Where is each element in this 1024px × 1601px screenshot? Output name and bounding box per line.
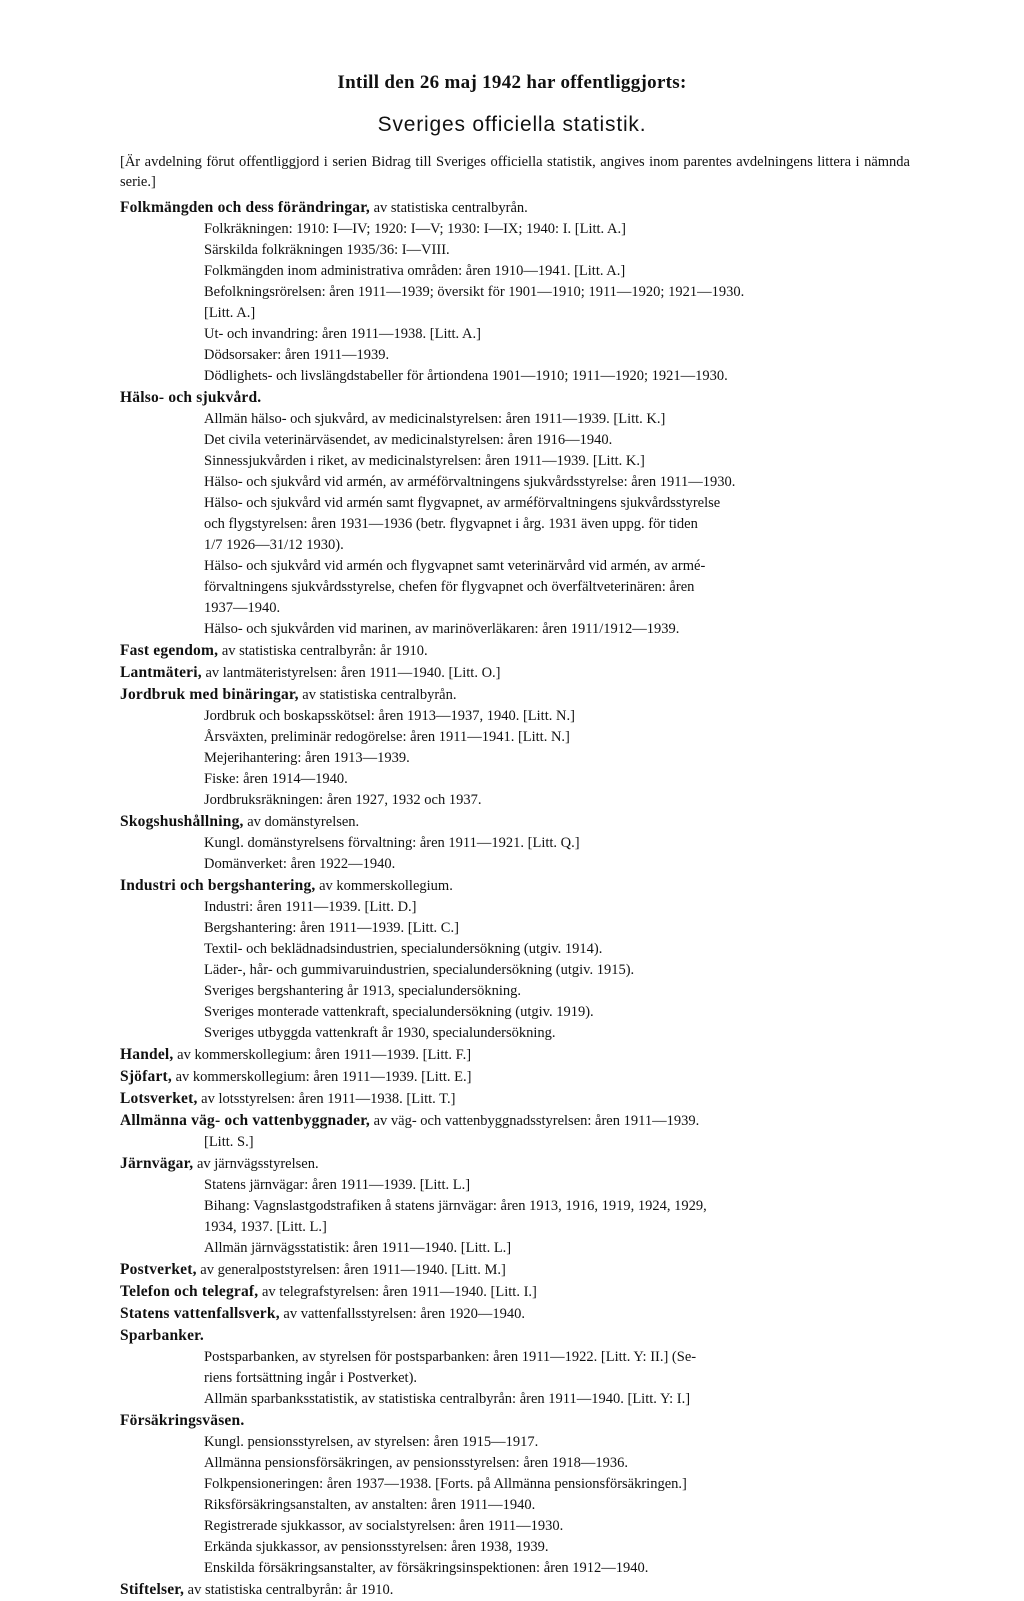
- sub-entry: Hälso- och sjukvård vid armén samt flygvapnet, av arméförvaltningens sjukvårdsstyrelse: [204, 495, 721, 511]
- category-entry: [120, 1281, 910, 1303]
- sub-entry: Hälso- och sjukvård vid armén och flygvapnet samt veterinärvård vid armén, av armé-: [204, 558, 706, 574]
- continuation-line: och flygstyrelsen: åren 1931—1936 (betr. flygvapnet i årg. 1931 även uppg. för tiden: [204, 516, 698, 532]
- category-entry: [120, 640, 910, 662]
- sub-entry: Bergshantering: åren 1911—1939. [Litt. C.]: [204, 920, 459, 936]
- sub-entry: Registrerade sjukkassor, av socialstyrelsen: åren 1911—1930.: [204, 1518, 564, 1534]
- category-entry: [120, 387, 910, 409]
- continuation-line: [Litt. S.]: [204, 1134, 254, 1150]
- sub-entry: Allmän järnvägsstatistik: åren 1911—1940. [Litt. L.]: [204, 1240, 512, 1256]
- sub-entry: Befolkningsrörelsen: åren 1911—1939; översikt för 1901—1910; 1911—1920; 1921—1930.: [204, 284, 745, 300]
- sub-entry: Erkända sjukkassor, av pensionsstyrelsen: åren 1938, 1939.: [204, 1539, 549, 1555]
- sub-entry: Sinnessjukvården i riket, av medicinalstyrelsen: åren 1911—1939. [Litt. K.]: [204, 453, 645, 469]
- category-entry: [120, 811, 910, 833]
- sub-entry: Domänverket: åren 1922—1940.: [204, 856, 396, 872]
- category-heading: Handel,: [120, 1046, 174, 1063]
- sub-entry: Allmänna pensionsförsäkringen, av pensionsstyrelsen: åren 1918—1936.: [204, 1455, 629, 1471]
- category-detail: av telegrafstyrelsen: åren 1911—1940. [Litt. I.]: [258, 1284, 537, 1300]
- continuation-line: 1/7 1926—31/12 1930).: [204, 537, 344, 553]
- category-detail: av väg- och vattenbyggnadsstyrelsen: åren 1911—1939.: [369, 1113, 700, 1129]
- category-heading: Postverket,: [120, 1261, 197, 1278]
- sub-entry: Sveriges utbyggda vattenkraft år 1930, specialundersökning.: [204, 1025, 556, 1041]
- category-heading: Fast egendom,: [120, 642, 219, 659]
- category-entry: [120, 1303, 910, 1325]
- sub-entry: Textil- och beklädnadsindustrien, specialundersökning (utgiv. 1914).: [204, 941, 603, 957]
- category-detail: av statistiska centralbyrån: år 1910.: [184, 1582, 394, 1598]
- sub-entry: Folkräkningen: 1910: I—IV; 1920: I—V; 1930: I—IX; 1940: I. [Litt. A.]: [204, 221, 626, 237]
- category-entry: [120, 197, 910, 219]
- continuation-line: [Litt. A.]: [204, 305, 256, 321]
- category-heading: Hälso- och sjukvård.: [120, 389, 262, 406]
- category-heading: Lotsverket,: [120, 1090, 198, 1107]
- category-entry: [120, 1579, 910, 1601]
- sub-entry: Sveriges monterade vattenkraft, specialundersökning (utgiv. 1919).: [204, 1004, 594, 1020]
- sub-entry: Årsväxten, preliminär redogörelse: åren 1911—1941. [Litt. N.]: [204, 729, 570, 745]
- category-detail: av statistiska centralbyrån.: [298, 687, 457, 703]
- sub-entry: Jordbruksräkningen: åren 1927, 1932 och 1937.: [204, 792, 482, 808]
- continuation-line: 1937—1940.: [204, 600, 281, 616]
- sub-entry: Det civila veterinärväsendet, av medicinalstyrelsen: åren 1916—1940.: [204, 432, 613, 448]
- sub-entry: Mejerihantering: åren 1913—1939.: [204, 750, 410, 766]
- category-heading: Skogshushållning,: [120, 813, 244, 830]
- sub-entry: Jordbruk och boskapsskötsel: åren 1913—1937, 1940. [Litt. N.]: [204, 708, 575, 724]
- category-heading: Statens vattenfallsverk,: [120, 1305, 280, 1322]
- category-entry: [120, 1153, 910, 1175]
- category-detail: av kommerskollegium.: [315, 878, 453, 894]
- category-entry: [120, 1044, 910, 1066]
- sub-entry: Statens järnvägar: åren 1911—1939. [Litt. L.]: [204, 1177, 471, 1193]
- continuation-line: 1934, 1937. [Litt. L.]: [204, 1219, 327, 1235]
- intro-note: [Är avdelning förut offentliggjord i serien Bidrag till Sveriges officiella statistik, angives inom parentes avdelningens littera i nämnda serie.]: [120, 154, 910, 190]
- category-detail: av järnvägsstyrelsen.: [193, 1156, 319, 1172]
- sub-entry: Allmän hälso- och sjukvård, av medicinalstyrelsen: åren 1911—1939. [Litt. K.]: [204, 411, 666, 427]
- category-entry: [120, 1066, 910, 1088]
- category-detail: av statistiska centralbyrån.: [369, 200, 528, 216]
- category-entry: [120, 875, 910, 897]
- category-entry: [120, 662, 910, 684]
- sub-entry: Riksförsäkringsanstalten, av anstalten: åren 1911—1940.: [204, 1497, 536, 1513]
- category-detail: av generalpoststyrelsen: åren 1911—1940. [Litt. M.]: [196, 1262, 506, 1278]
- sub-entry: Kungl. pensionsstyrelsen, av styrelsen: åren 1915—1917.: [204, 1434, 539, 1450]
- sub-entry: Dödsorsaker: åren 1911—1939.: [204, 347, 390, 363]
- publication-list: [120, 197, 910, 1601]
- continuation-line: riens fortsättning ingår i Postverket).: [204, 1370, 418, 1386]
- category-entry: [120, 1410, 910, 1432]
- category-detail: av lantmäteristyrelsen: åren 1911—1940. [Litt. O.]: [201, 665, 501, 681]
- category-entry: [120, 1110, 910, 1132]
- category-entry: [120, 1325, 910, 1347]
- continuation-line: förvaltningens sjukvårdsstyrelse, chefen för flygvapnet och överfältveterinären: åren: [204, 579, 695, 595]
- sub-entry: Sveriges bergshantering år 1913, specialundersökning.: [204, 983, 522, 999]
- category-heading: Försäkringsväsen.: [120, 1412, 245, 1429]
- category-heading: Industri och bergshantering,: [120, 877, 316, 894]
- category-heading: Stiftelser,: [120, 1581, 185, 1598]
- sub-entry: Särskilda folkräkningen 1935/36: I—VIII.: [204, 242, 450, 258]
- category-heading: Jordbruk med binäringar,: [120, 686, 299, 703]
- sub-entry: Folkmängden inom administrativa områden: åren 1910—1941. [Litt. A.]: [204, 263, 626, 279]
- category-entry: [120, 684, 910, 706]
- category-entry: [120, 1088, 910, 1110]
- sub-entry: Dödlighets- och livslängdstabeller för årtiondena 1901—1910; 1911—1920; 1921—1930.: [204, 368, 728, 384]
- category-heading: Telefon och telegraf,: [120, 1283, 259, 1300]
- category-detail: av domänstyrelsen.: [243, 814, 360, 830]
- category-heading: Allmänna väg- och vattenbyggnader,: [120, 1112, 370, 1129]
- sub-entry: Hälso- och sjukvård vid armén, av arméförvaltningens sjukvårdsstyrelse: åren 1911—1930.: [204, 474, 736, 490]
- sub-entry: Bihang: Vagnslastgodstrafiken å statens järnvägar: åren 1913, 1916, 1919, 1924, 1929,: [204, 1198, 707, 1214]
- sub-entry: Läder-, hår- och gummivaruindustrien, specialundersökning (utgiv. 1915).: [204, 962, 635, 978]
- series-title: Sveriges officiella statistik.: [377, 113, 647, 136]
- sub-entry: Postsparbanken, av styrelsen för postsparbanken: åren 1911—1922. [Litt. Y: II.] (Se-: [204, 1349, 697, 1365]
- sub-entry: Folkpensioneringen: åren 1937—1938. [Forts. på Allmänna pensionsförsäkringen.]: [204, 1476, 687, 1492]
- category-detail: av vattenfallsstyrelsen: åren 1920—1940.: [279, 1306, 526, 1322]
- sub-entry: Fiske: åren 1914—1940.: [204, 771, 348, 787]
- category-entry: [120, 1259, 910, 1281]
- category-heading: Sjöfart,: [120, 1068, 172, 1085]
- sub-entry: Hälso- och sjukvården vid marinen, av marinöverläkaren: åren 1911/1912—1939.: [204, 621, 680, 637]
- sub-entry: Enskilda försäkringsanstalter, av försäkringsinspektionen: åren 1912—1940.: [204, 1560, 649, 1576]
- sub-entry: Kungl. domänstyrelsens förvaltning: åren 1911—1921. [Litt. Q.]: [204, 835, 580, 851]
- sub-entry: Allmän sparbanksstatistik, av statistiska centralbyrån: åren 1911—1940. [Litt. Y: I.]: [204, 1391, 691, 1407]
- category-heading: Lantmäteri,: [120, 664, 202, 681]
- category-heading: Sparbanker.: [120, 1327, 204, 1344]
- category-heading: Järnvägar,: [120, 1155, 194, 1172]
- category-detail: av kommerskollegium: åren 1911—1939. [Litt. F.]: [173, 1047, 472, 1063]
- category-heading: Folkmängden och dess förändringar,: [120, 199, 370, 216]
- category-detail: av lotsstyrelsen: åren 1911—1938. [Litt. T.]: [197, 1091, 456, 1107]
- category-detail: av kommerskollegium: åren 1911—1939. [Litt. E.]: [171, 1069, 472, 1085]
- page-heading: Intill den 26 maj 1942 har offentliggjorts:: [337, 72, 687, 93]
- category-detail: av statistiska centralbyrån: år 1910.: [218, 643, 428, 659]
- sub-entry: Ut- och invandring: åren 1911—1938. [Litt. A.]: [204, 326, 481, 342]
- sub-entry: Industri: åren 1911—1939. [Litt. D.]: [204, 899, 417, 915]
